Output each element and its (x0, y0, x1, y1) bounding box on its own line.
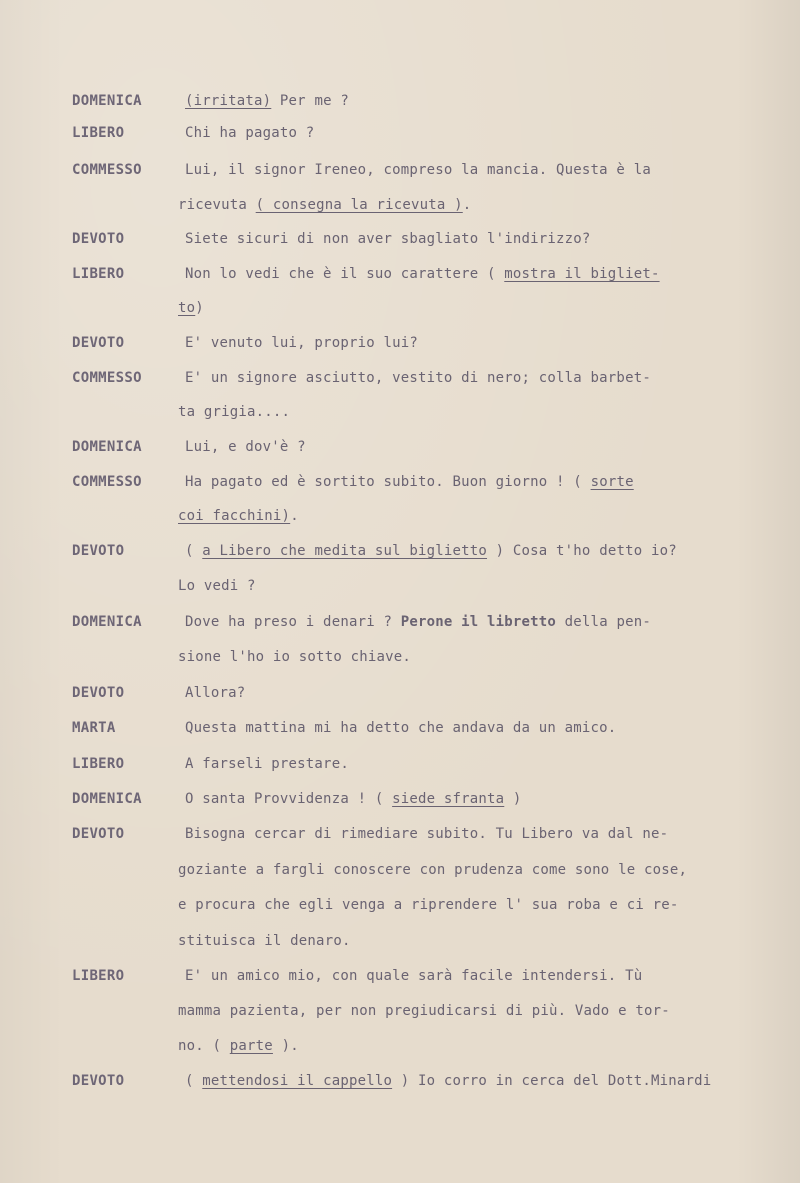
dialogue-text (185, 432, 306, 462)
script-line (0, 961, 800, 991)
dialogue-fragment: Chi ha pagato ? (185, 125, 315, 141)
stage-direction: parte (229, 1038, 273, 1054)
speaker-name: DEVOTO (72, 685, 125, 701)
speaker-name: DOMENICA (72, 791, 142, 807)
script-line (0, 432, 800, 462)
script-line (0, 328, 800, 358)
stage-direction: a Libero che medita sul biglietto (202, 543, 488, 559)
dialogue-continuation (178, 293, 204, 323)
dialogue-fragment: Dove ha preso i denari ? (185, 614, 401, 630)
dialogue-text (185, 467, 634, 497)
dialogue-fragment: ( (185, 1073, 203, 1089)
script-line (0, 607, 800, 637)
script-line (0, 855, 800, 885)
script-line (0, 155, 800, 185)
stage-direction: sorte (590, 474, 634, 490)
script-line (0, 571, 800, 601)
script-line (0, 926, 800, 956)
dialogue-fragment: Lui, e dov'è ? (185, 439, 306, 455)
dialogue-text (185, 1066, 711, 1096)
dialogue-text (185, 961, 642, 991)
dialogue-continuation (178, 571, 256, 601)
dialogue-fragment: ) Io corro in cerca del Dott.Minardi (392, 1073, 712, 1089)
script-line (0, 642, 800, 672)
speaker-name: MARTA (72, 720, 116, 736)
speaker-name: COMMESSO (72, 474, 142, 490)
dialogue-text (185, 536, 677, 566)
script-line (0, 890, 800, 920)
dialogue-continuation (178, 190, 471, 220)
dialogue-fragment: ( (185, 543, 203, 559)
script-line (0, 118, 800, 148)
dialogue-text (185, 224, 591, 254)
script-line (0, 1066, 800, 1096)
script-line (0, 224, 800, 254)
dialogue-fragment: O santa Provvidenza ! ( (185, 791, 393, 807)
dialogue-text (185, 328, 418, 358)
speaker-name: COMMESSO (72, 162, 142, 178)
dialogue-text (185, 118, 314, 148)
dialogue-text (185, 363, 651, 393)
dialogue-fragment: ). (272, 1038, 299, 1054)
dialogue-fragment: ta grigia.... (178, 404, 291, 420)
speaker-name: DEVOTO (72, 335, 125, 351)
dialogue-fragment: Lo vedi ? (178, 578, 256, 594)
dialogue-text (185, 259, 660, 289)
dialogue-fragment: E' un amico mio, con quale sarà facile intendersi. Tù (185, 968, 643, 984)
dialogue-text (185, 86, 349, 116)
script-line (0, 749, 800, 779)
speaker-name: LIBERO (72, 968, 125, 984)
script-line (0, 293, 800, 323)
script-line (0, 501, 800, 531)
script-line (0, 259, 800, 289)
dialogue-text (185, 749, 349, 779)
dialogue-fragment: goziante a fargli conoscere con prudenza come sono le cose, (178, 862, 688, 878)
dialogue-continuation (178, 397, 290, 427)
dialogue-fragment: ) (504, 791, 522, 807)
script-line (0, 536, 800, 566)
speaker-name: DEVOTO (72, 543, 125, 559)
script-line (0, 784, 800, 814)
dialogue-fragment: ricevuta (178, 197, 256, 213)
dialogue-fragment: mamma pazienta, per non pregiudicarsi di più. Vado e tor- (178, 1003, 670, 1019)
dialogue-fragment: sione l'ho io sotto chiave. (178, 649, 411, 665)
dialogue-fragment: Non lo vedi che è il suo carattere ( (185, 266, 505, 282)
dialogue-fragment: Allora? (185, 685, 246, 701)
dialogue-fragment: e procura che egli venga a riprendere l' sua roba e ci re- (178, 897, 679, 913)
stage-direction: ( consegna la ricevuta ) (255, 197, 463, 213)
dialogue-continuation (178, 1031, 299, 1061)
speaker-name: LIBERO (72, 125, 125, 141)
dialogue-continuation (178, 996, 670, 1026)
script-line (0, 713, 800, 743)
speaker-name: DOMENICA (72, 439, 142, 455)
dialogue-fragment: della pen- (556, 614, 651, 630)
dialogue-fragment: Bisogna cercar di rimediare subito. Tu Libero va dal ne- (185, 826, 669, 842)
dialogue-continuation (178, 855, 687, 885)
dialogue-continuation (178, 926, 351, 956)
dialogue-text (185, 607, 651, 637)
dialogue-text (185, 819, 668, 849)
dialogue-continuation (178, 642, 411, 672)
speaker-name: LIBERO (72, 266, 125, 282)
speaker-name: DEVOTO (72, 826, 125, 842)
speaker-name: LIBERO (72, 756, 125, 772)
script-line (0, 86, 800, 116)
speaker-name: DEVOTO (72, 231, 125, 247)
script-line (0, 397, 800, 427)
dialogue-continuation (178, 890, 678, 920)
dialogue-fragment: no. ( (178, 1038, 230, 1054)
script-line (0, 467, 800, 497)
dialogue-fragment: Perone il libretto (400, 614, 557, 630)
stage-direction: mostra il bigliet- (504, 266, 660, 282)
script-line (0, 678, 800, 708)
dialogue-text (185, 155, 651, 185)
dialogue-fragment: Ha pagato ed è sortito subito. Buon giorno ! ( (185, 474, 591, 490)
speaker-name: DOMENICA (72, 93, 142, 109)
script-line (0, 1031, 800, 1061)
dialogue-fragment: Per me ? (271, 93, 349, 109)
dialogue-fragment: E' un signore asciutto, vestito di nero; colla barbet- (185, 370, 651, 386)
dialogue-text (185, 784, 522, 814)
dialogue-fragment: ) Cosa t'ho detto io? (487, 543, 677, 559)
dialogue-fragment: Lui, il signor Ireneo, compreso la mancia. Questa è la (185, 162, 651, 178)
dialogue-fragment: E' venuto lui, proprio lui? (185, 335, 418, 351)
speaker-name: DOMENICA (72, 614, 142, 630)
stage-direction: coi facchini) (178, 508, 291, 524)
dialogue-fragment: Questa mattina mi ha detto che andava da un amico. (185, 720, 617, 736)
dialogue-fragment: . (462, 197, 472, 213)
dialogue-text (185, 713, 616, 743)
speaker-name: COMMESSO (72, 370, 142, 386)
dialogue-fragment: stituisca il denaro. (178, 933, 351, 949)
script-line (0, 819, 800, 849)
script-line (0, 363, 800, 393)
stage-direction: to (178, 300, 196, 316)
dialogue-fragment: A farseli prestare. (185, 756, 349, 772)
stage-direction: (irritata) (185, 93, 272, 109)
stage-direction: mettendosi il cappello (202, 1073, 393, 1089)
dialogue-continuation (178, 501, 299, 531)
stage-direction: siede sfranta (392, 791, 505, 807)
dialogue-text (185, 678, 245, 708)
dialogue-fragment: Siete sicuri di non aver sbagliato l'indirizzo? (185, 231, 591, 247)
dialogue-fragment: ) (195, 300, 204, 316)
script-line (0, 190, 800, 220)
dialogue-fragment: . (290, 508, 299, 524)
script-line (0, 996, 800, 1026)
speaker-name: DEVOTO (72, 1073, 125, 1089)
